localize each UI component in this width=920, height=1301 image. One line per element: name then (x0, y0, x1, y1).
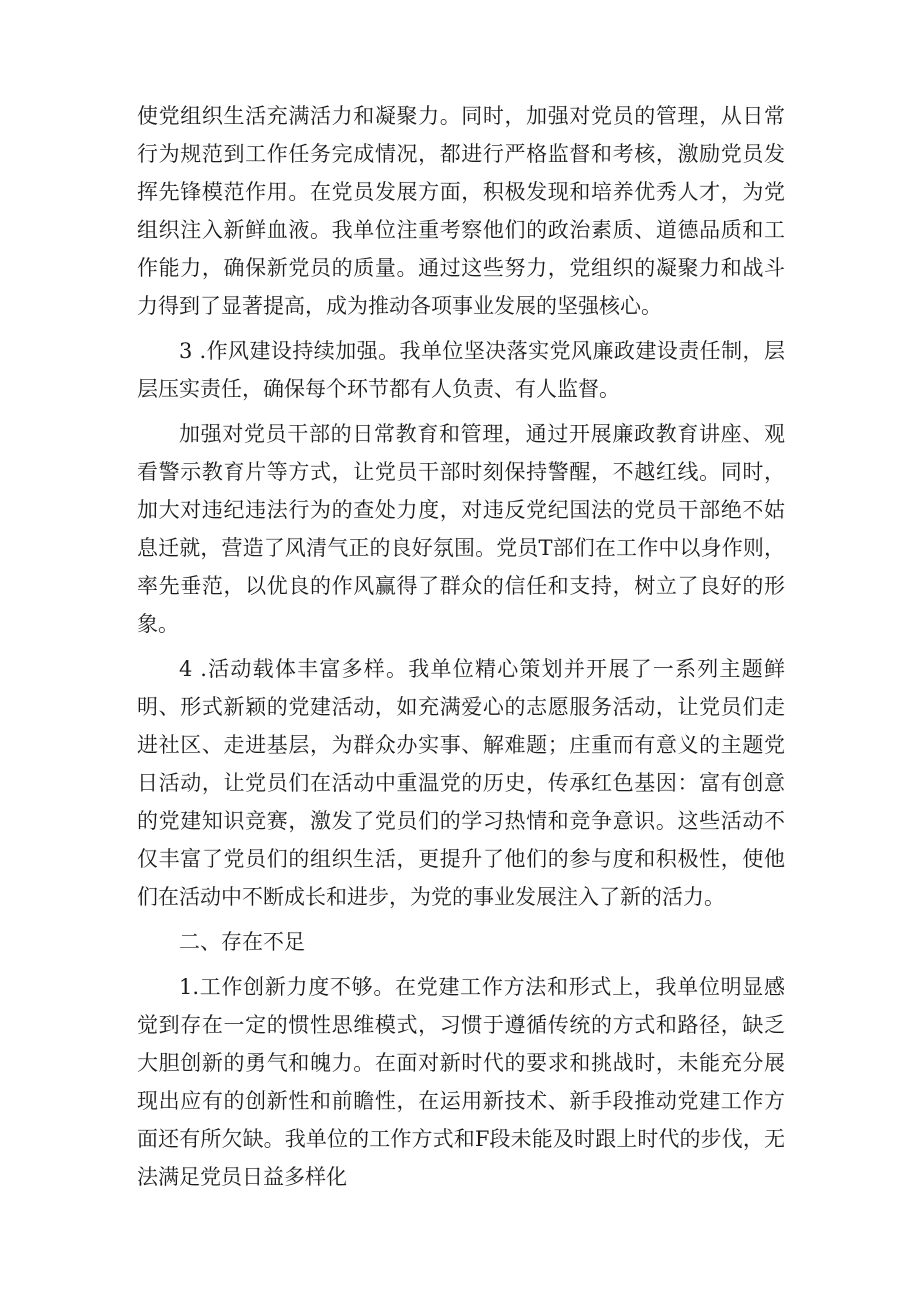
paragraph-cadre-education: 加强对党员干部的日常教育和管理，通过开展廉政教育讲座、观看警示教育片等方式，让党员干部时刻保持警醒，不越红线。同时，加大对违纪违法行为的查处力度，对违反党纪国法的党员干部绝不姑息迁就，营造了风清气正的良好氛围。党员T部们在工作中以身作则，率先垂范，以优良的作风赢得了群众的信任和支持，树立了良好的形象。 (137, 422, 785, 636)
paragraph-innovation-insufficient: 1.工作创新力度不够。在党建工作方法和形式上，我单位明显感觉到存在一定的惯性思维模式，习惯于遵循传统的方式和路径，缺乏大胆创新的勇气和魄力。在面对新时代的要求和挑战时，未能充分展现出应有的创新性和前瞻性，在运用新技术、新手段推动党建工作方面还有所欠缺。我单位的工作方式和F段未能及时跟上时代的步伐，无法满足党员日益多样化 (137, 975, 785, 1189)
paragraph-activity-carriers: 4 .活动载体丰富多样。我单位精心策划并开展了一系列主题鲜明、形式新颖的党建活动，如充满爱心的志愿服务活动，让党员们走进社区、走进基层，为群众办实事、解难题；庄重而有意义的主题党日活动，让党员们在活动中重温党的历史，传承红色基因：富有创意的党建知识竞赛，激发了党员们的学习热情和竞争意识。这些活动不仅丰富了党员们的组织生活，更提升了他们的参与度和积极性，使他们在活动中不断成长和进步，为党的事业发展注入了新的活力。 (137, 657, 785, 909)
document-body (137, 97, 785, 1203)
paragraph-work-style-construction: 3 .作风建设持续加强。我单位坚决落实党风廉政建设责任制，层层压实责任，确保每个环节都有人负责、有人监督。 (137, 339, 785, 401)
paragraph-party-organization-life: 使党组织生活充满活力和凝聚力。同时，加强对党员的管理，从日常行为规范到工作任务完成情况，都进行严格监督和考核，激励党员发挥先锋模范作用。在党员发展方面，积极发现和培养优秀人才，为党组织注入新鲜血液。我单位注重考察他们的政治素质、道德品质和工作能力，确保新党员的质量。通过这些努力，党组织的凝聚力和战斗力得到了显著提高，成为推动各项事业发展的坚强核心。 (137, 104, 785, 318)
section-heading-shortcomings: 二、存在不足 (179, 930, 305, 954)
